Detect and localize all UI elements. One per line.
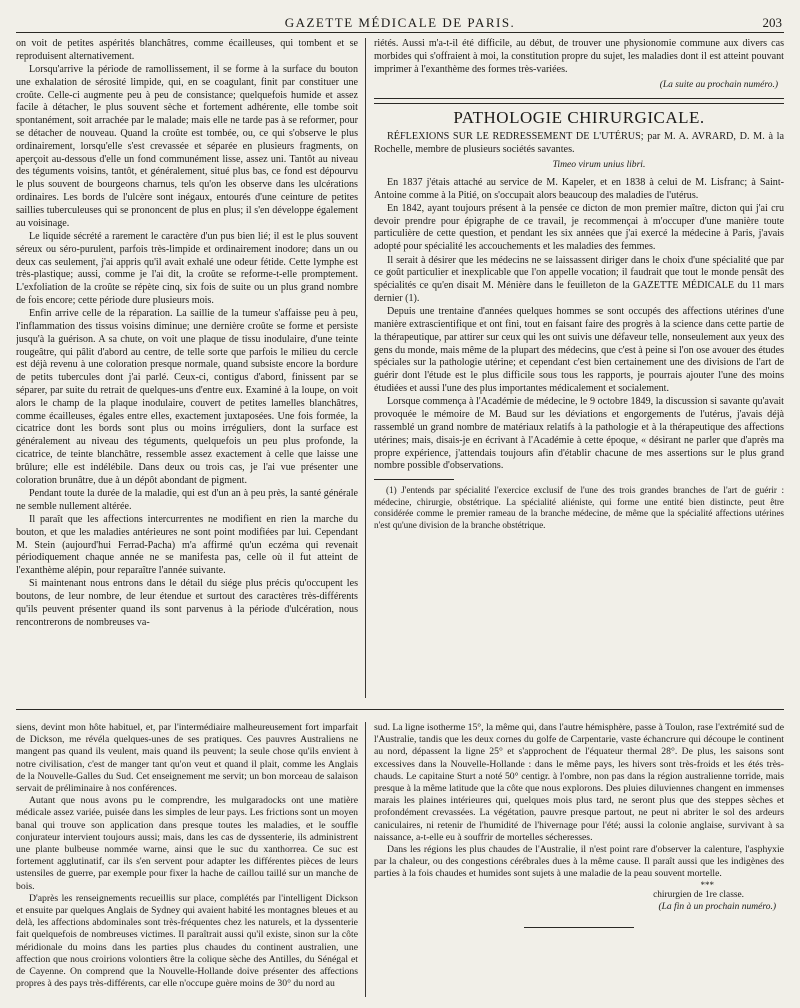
continued-note: (La suite au prochain numéro.)	[659, 80, 778, 91]
paragraph: Enfin arrive celle de la réparation. La saillie de la tumeur s'affaisse peu à peu, l'inflammation des tissus voisins diminue; une dernière croûte se forme et persiste jusqu'à la guérison. A sa chute, on voit une plaque de tissu inodulaire, d'une teinte rougeâtre, qui pâlit d'abord au centre, de telle sorte que parfois le milieu du cercle est déjà revenu à une coloration presque normale, quand subsiste encore la bordure de petits tubercules dont j'ai parlé. Ceux-ci, contigus d'abord, finissent par se séparer, par suite du retrait de quelques-uns d'entre eux. Examiné à la loupe, on voit alors le champ de la plaque inodulaire, couvert de petites lamelles blanchâtres, comme écailleuses, égales entre elles, exactement juxtaposées. Une fois formée, la cicatrice dont les bords sont plus ou moins irréguliers, dont la surface est généralement au niveau des téguments, quelquefois un peu plus profonde, la cicatrice, de teinte blanchâtre, ressemble assez exactement à celle que laisse une brûlure; elle est indélébile. Dans deux ou trois cas, je l'ai vue présenter une coloration brunâtre, due à un dépôt abondant de pigment.	[16, 308, 358, 486]
footnote	[374, 485, 784, 531]
column-divider-top	[365, 38, 366, 698]
paragraph: Il serait à désirer que les médecins ne se laissassent diriger dans le choix d'une spécialité que par ce goût particulier et inexplicable que l'on appelle vocation; il faudrait que tout le monde pensât des spécialités ce qu'en disait M. Ménière dans le feuilleton de la GAZETTE MÉDICALE du 11 mars dernier (1).	[374, 254, 784, 304]
paragraph: riétés. Aussi m'a-t-il été difficile, au début, de trouver une physionomie commune aux divers cas morbides qui s'offraient à moi, la constitution propre du sujet, les maladies dont il est atteint pouvant imprimer à l'exanthème des formes très-variées.	[374, 38, 784, 75]
feuilleton-divider	[16, 709, 784, 710]
section-title: PATHOLOGIE CHIRURGICALE.	[453, 108, 705, 128]
footnote-rule	[374, 479, 454, 480]
end-rule	[524, 927, 634, 928]
paragraph: siens, devint mon hôte habituel, et, par l'intermédiaire malheureusement fort imparfait de Dickson, me révéla quelques-unes de ses pratiques. Ces pauvres Australiens ne mangent pas quand ils veulent, mais quand ils peuvent; la seule chose qu'ils envient à notre civilisation, c'est de manger tant qu'on veut et quand il plait, comme les Anglais de la Nouvelle-Galles du Sud. Cet enseignement me servit; un bon morceau de salaison servait de préliminaire à nos conférences.	[16, 722, 358, 795]
article-column-top-right	[374, 38, 784, 698]
column-divider-bottom	[365, 722, 366, 997]
paragraph: Lorsqu'arrive la période de ramollissement, il se forme à la surface du bouton une exhalation de sérosité limpide, qui, en se coagulant, finit par constituer une croûte. Celle-ci augmente peu à peu de consistance; quelquefois humide et assez facile à détacher, le plus souvent sèche et fortement adhérente, elle tombe soit spontanément, soit arrachée par le malade; mais elle ne tarde pas à se reformer, pour se détacher de nouveau. Quand la croûte est tombée, ou, ce qui s'observe le plus ordinairement, lorsqu'elle s'est crevassée et séparée en plusieurs fragments, on aperçoit au-dessous d'elle un fond communément lisse, assez uni. Tantôt au niveau des téguments voisins, tantôt, et généralement, situé plus bas, ce fond est dépourvu le plus souvent de bourgeons charnus, tels qu'on les observe dans les ulcérations ordinaires. Les bords de l'ulcère sont inégaux, entourés d'une ceinture de petites saillies tuberculeuses qui se prononcent de plus en plus; il s'en développe également au voisinage.	[16, 64, 358, 229]
paragraph: Il paraît que les affections intercurrentes ne modifient en rien la marche du bouton, et que les maladies antérieures ne sont point modifiées par lui. Cependant M. Stein (aujourd'hui Ferrad-Pacha) m'a affirmé qu'un eczéma qui revenait périodiquement chaque année ne se manifesta pas, celle où il fut atteint de l'exanthème alépin, pour reparaître l'année suivante.	[16, 513, 358, 577]
paragraph: En 1842, ayant toujours présent à la pensée ce dicton de mon premier maître, dicton qui j'ai cru devoir prendre pour épigraphe de ce travail, je recommençai à m'occuper d'une manière toute particulière de cette question, et pendant les six années que j'ai exercé la médecine à Paris, j'avais adopté pour spécialité les accouchements et les maladies des femmes.	[374, 202, 784, 253]
paragraph: Autant que nous avons pu le comprendre, les mulgaradocks ont une matière médicale assez variée, puisée dans les simples de leur pays. Les frictions sont un moyen banal qui trouve son application dans presque toutes les maladies, et le souffle conjurateur intervient toujours aussi; mais, dans les cas de dyssenterie, ils administrent une plante bulbeuse nommée warne, ainsi que le suc du xanthorrea. Ce suc est fortement agglutinatif, car ils s'en servent pour adapter les différentes pièces de leurs ustensiles de guerre, par exemple pour fixer la hache de caillou taillé sur un manche de bois.	[16, 795, 358, 892]
feuilleton-column-right	[374, 722, 784, 1002]
footnote-text: (1) J'entends par spécialité l'exercice exclusif de l'une des trois grandes branches de l'art de guérir : médecine, chirurgie, obstétrique. La spécialité aliéniste, qui forme une entité bien distincte, peut être considérée comme le premier rameau de la branche médecine, de même que la spécialité affections utérines n'est qu'une division de la branche obstétrique.	[374, 485, 784, 530]
paragraph: Pendant toute la durée de la maladie, qui est d'un an à peu près, la santé générale ne semble nullement altérée.	[16, 487, 358, 512]
article-byline: RÉFLEXIONS SUR LE REDRESSEMENT DE L'UTÉRUS; par M. A. AVRARD, D. M. à la Rochelle, membre de plusieurs sociétés savantes.	[374, 130, 784, 155]
paragraph: Si maintenant nous entrons dans le détail du siége plus précis qu'occupent les boutons, de leur nombre, de leur étendue et surtout des caractères très-différents qu'ils peuvent présenter quand ils sont parvenus à la période d'ulcération, nous rencontrerons de nombreuses va-	[16, 578, 358, 628]
continued-note: (La fin à un prochain numéro.)	[658, 901, 776, 912]
paragraph: Le liquide sécrété a rarement le caractère d'un pus bien lié; il est le plus souvent séreux ou séro-purulent, parfois très-limpide et ordinairement inodore; dans un ou deux cas seulement, j'ai appris qu'il avait exhalé une odeur fétide. Cette lymphe est très-plastique; aussi, comme je l'ai dit, la croûte se reforme-t-elle promptement. L'exfoliation de la croûte se répète cinq, six fois de suite ou un plus grand nombre de fois encore; cette période dure plusieurs mois.	[16, 230, 358, 306]
article-column-top-left	[16, 38, 358, 698]
paragraph: Dans les régions les plus chaudes de l'Australie, il n'est point rare d'observer la calenture, l'asphyxie par la chaleur, ou des congestions cérébrales dues à la même cause. Il paraît aussi que les indigènes des parties à la fois chaudes et humides sont sujets à une maladie de la peau souvent mortelle.	[374, 844, 784, 880]
epigraph: Timeo virum unius libri.	[552, 158, 646, 170]
paragraph: En 1837 j'étais attaché au service de M. Kapeler, et en 1838 à celui de M. Lisfranc; à Saint-Antoine comme à la Pitié, on s'occupait alors beaucoup des maladies de l'utérus.	[374, 176, 784, 201]
author-signature: chirurgien de 1re classe.	[653, 889, 744, 900]
feuilleton-column-left	[16, 722, 358, 1002]
author-stars: ***	[700, 879, 714, 890]
paragraph: D'après les renseignements recueillis sur place, complétés par l'intelligent Dickson et ensuite par quelques Anglais de Sydney qui avaient habité les montagnes bleues et au delà, les affections abdominales sont très-fréquentes chez les naturels, et la dyssenterie fait quelquefois de nombreuses victimes. Il paraîtrait aussi qu'il existe, sinon sur la côte méridionale du moins dans les parties plus chaudes du continent australien, une affection que nous croirions volontiers être la colique sèche des Antilles, du Sénégal et de Cayenne. On comprend que la Nouvelle-Hollande doive présenter des affections propres à des pays très-différents, car elle n'occupe guère moins de 30° du nord au	[16, 892, 358, 990]
page-header	[16, 12, 784, 33]
journal-title: GAZETTE MÉDICALE DE PARIS.	[284, 15, 516, 30]
paragraph: sud. La ligne isotherme 15°, la même qui, dans l'autre hémisphère, passe à Toulon, rase l'extrémité sud de l'Australie, tandis que les deux cornes du golfe de Carpentarie, vaste échancrure qui découpe le continent au nord, dépassent la ligne 25° et s'approchent de l'équateur thermal 28°. De plus, les saisons sont excessives dans la Nouvelle-Hollande : dans le même pays, les hivers sont très-froids et les étés très-chauds. Le capitaine Sturt a noté 50° centigr. à l'ombre, non pas dans la région australienne torride, mais presque à la même latitude que la côte que nous explorons. Des pluies diluviennes changent en immenses marais les plaines intérieures qui, quelques mois plus tard, ne seront plus que des steppes sèches et profondément crevassées. La végétation, pauvre presque partout, ne peut ni abriter le sol des ardeurs caniculaires, ni retenir de l'humidité de l'hivernage pour l'été; aussi la colonie anglaise, survivant à sa naissance, a-t-elle eu à souffrir de mortelles sécheresses.	[374, 722, 784, 843]
paragraph: on voit de petites aspérités blanchâtres, comme écailleuses, qui tombent et se reproduisent alternativement.	[16, 38, 358, 62]
paragraph: Lorsque commença à l'Académie de médecine, le 9 octobre 1849, la discussion si savante qu'avait provoquée le mémoire de M. Baud sur les déviations et engorgements de l'utérus, j'avais déjà rassemblé un grand nombre de matériaux relatifs à la pathologie et à la thérapeutique des affections utérines; mais, disais-je en écrivant à l'Académie à cette époque, « désirant ne parler que d'après ma propre expérience, j'attendais toujours afin d'établir chacune de mes assertions sur le plus grand nombre possible d'observations.	[374, 396, 784, 472]
section-divider	[374, 98, 784, 104]
paragraph: Depuis une trentaine d'années quelques hommes se sont occupés des affections utérines d'une manière extrascientifique et ont fini, tout en faisant faire des progrès à la science dans cette partie de la thérapeutique, par attirer sur ceux qui les ont suivis une défaveur telle, nonseulement aux yeux des gens du monde, mais même de la plupart des médecins, que c'est à peine si l'on ose avouer des études spéciales sur la pathologie utérine; et cependant c'est bien certainement une des divisions de l'art de guérir dont l'étude est le plus difficile sous tous les rapports, je pourrais ajouter l'une des moins étudiées et aussi l'une des plus importantes médicalement et socialement.	[374, 306, 784, 395]
page-number: 203	[762, 15, 782, 30]
